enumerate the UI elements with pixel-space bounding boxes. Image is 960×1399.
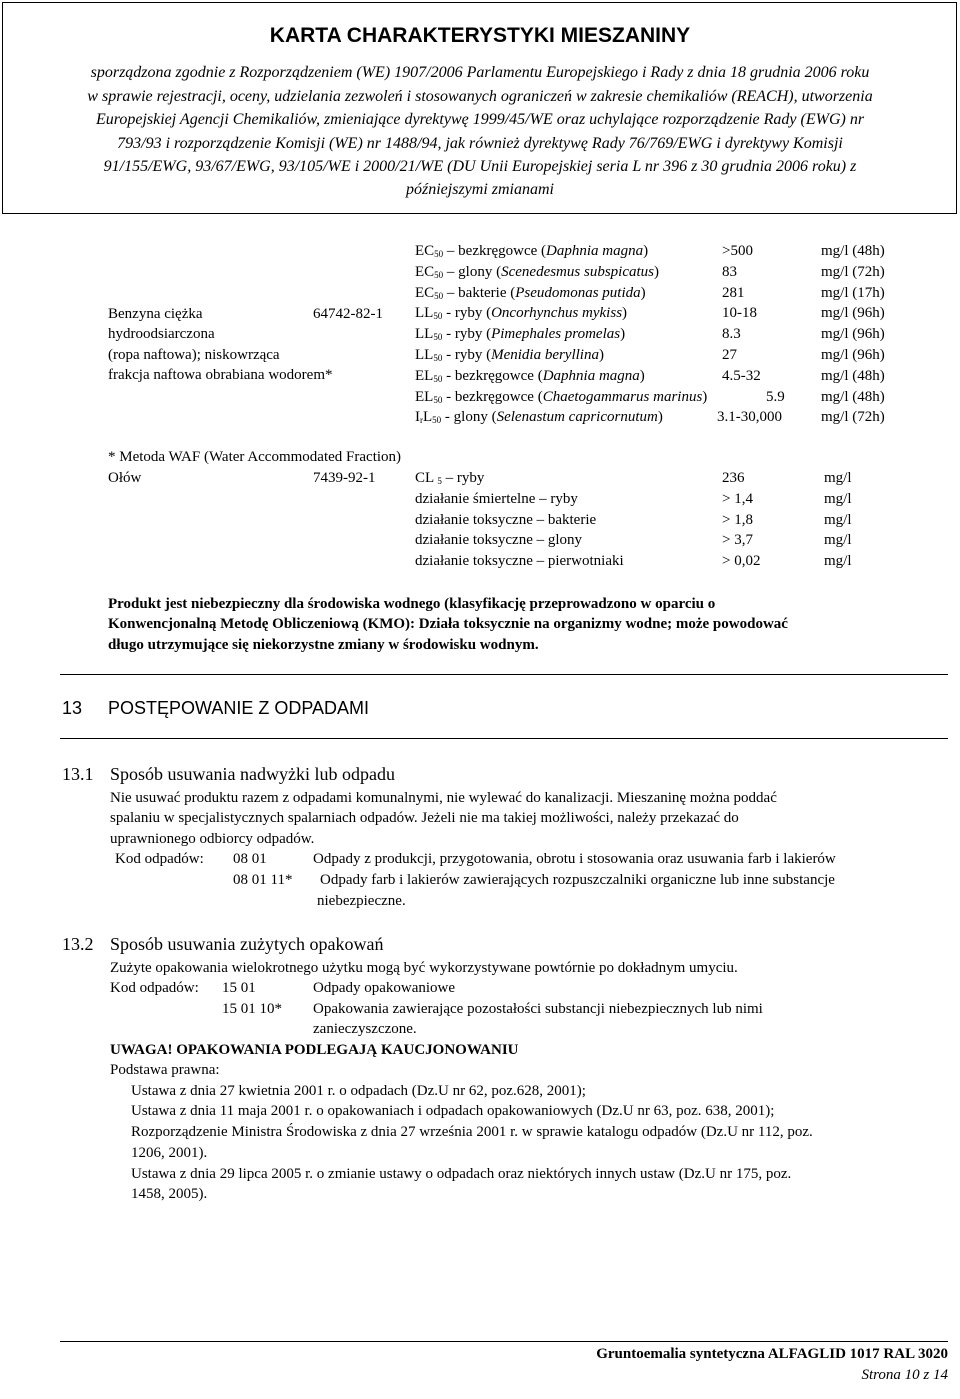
tox-unit: mg/l (48h)	[821, 243, 885, 259]
subsection-13-2-number: 13.2	[62, 934, 94, 954]
tox-test-label: $LL_{50}$ - ryby (Menidia beryllina)	[415, 347, 604, 363]
lead-test-label: działanie śmiertelne – ryby	[415, 491, 578, 507]
tox-value: 8.3	[722, 326, 741, 342]
subsection-13-2-title: Sposób usuwania zużytych opakowań	[110, 934, 384, 954]
section-divider-bottom	[60, 738, 948, 739]
lead-unit: mg/l	[824, 512, 852, 528]
lead-test-label: działanie toksyczne – bakterie	[415, 512, 597, 528]
legal-basis-item: 1458, 2005).	[131, 1186, 208, 1202]
footer-product-name: Gruntoemalia syntetyczna ALFAGLID 1017 RAL 3020	[596, 1346, 948, 1362]
tox-value: >500	[722, 243, 753, 259]
tox-test-label: $EC_{50}$ – glony (Scenedesmus subspicatus)	[415, 264, 659, 280]
section-divider-top	[60, 674, 948, 675]
s131-line-3: uprawnionego odbiorcy odpadów.	[110, 831, 315, 847]
section-13-number: 13	[62, 698, 83, 718]
tox-unit: mg/l (72h)	[821, 409, 885, 425]
tox-unit: mg/l (96h)	[821, 305, 885, 321]
subscript: 50	[433, 353, 443, 363]
subscript: 50	[434, 249, 444, 259]
species-name: Selenastum capricornutum	[496, 409, 658, 425]
tox-test-label: $EC_{50}$ – bezkręgowce (Daphnia magna)	[415, 243, 649, 259]
s132-warning: UWAGA! OPAKOWANIA PODLEGAJĄ KAUCJONOWANIU	[110, 1042, 519, 1058]
lead-unit: mg/l	[824, 553, 852, 569]
footer-page-number: Strona 10 z 14	[861, 1367, 948, 1383]
subscript: r	[420, 415, 423, 425]
legal-basis-item: Ustawa z dnia 11 maja 2001 r. o opakowaniach i odpadach opakowaniowych (Dz.U nr 63, poz. 638, 2001);	[131, 1103, 775, 1119]
waf-note: * Metoda WAF (Water Accommodated Fraction)	[108, 449, 402, 465]
legal-basis-item: Rozporządzenie Ministra Środowiska z dnia 27 września 2001 r. w sprawie katalogu odpadów (Dz.U nr 112, poz.	[131, 1124, 813, 1140]
tox-value: 5.9	[766, 389, 785, 405]
legal-basis-item: 1206, 2001).	[131, 1145, 208, 1161]
s131-code-label: Kod odpadów:	[115, 851, 204, 867]
header-line-4: 793/93 i rozporządzenie Komisji (WE) nr 1488/94, jak również dyrektywę Rady 76/769/EWG i dyrektywy Komisji	[117, 135, 843, 152]
lead-name: Ołów	[108, 470, 142, 486]
lead-unit: mg/l	[824, 491, 852, 507]
s132-code-1: 15 01	[222, 980, 256, 996]
legal-basis-item: Ustawa z dnia 27 kwietnia 2001 r. o odpadach (Dz.U nr 62, poz.628, 2001);	[131, 1083, 586, 1099]
subscript: 50	[433, 395, 443, 405]
tox-unit: mg/l (96h)	[821, 347, 885, 363]
header-line-6: późniejszymi zmianami	[406, 181, 554, 198]
substance-line: hydroodsiarczona	[108, 326, 215, 342]
subscript: 50	[433, 332, 443, 342]
section-13-title: POSTĘPOWANIE Z ODPADAMI	[108, 698, 370, 718]
species-name: Scenedesmus subspicatus	[501, 264, 654, 280]
lead-unit: mg/l	[824, 470, 852, 486]
tox-unit: mg/l (48h)	[821, 389, 885, 405]
lead-value: > 1,8	[722, 512, 753, 528]
substance-line: (ropa naftowa); niskowrząca	[108, 347, 280, 363]
species-name: Menidia beryllina	[491, 347, 599, 363]
species-name: Daphnia magna	[546, 243, 644, 259]
lead-test-label: działanie toksyczne – glony	[415, 532, 583, 548]
tox-test-label: $EL_{50}$ - bezkręgowce (Daphnia magna)	[415, 368, 645, 384]
document-title: KARTA CHARAKTERYSTYKI MIESZANINY	[269, 24, 691, 47]
header-line-3: Europejskiej Agencji Chemikaliów, zmieniające dyrektywę 1999/45/WE oraz uchylające rozporządzenie Rady (EWG) nr	[95, 111, 865, 128]
species-name: Oncorhynchus mykiss	[491, 305, 623, 321]
tox-value: 83	[722, 264, 737, 280]
s132-line-1: Zużyte opakowania wielokrotnego użytku mogą być wykorzystywane powtórnie po dokładnym umyciu.	[110, 960, 738, 976]
tox-value: 27	[722, 347, 737, 363]
lead-value: > 3,7	[722, 532, 753, 548]
header-line-5: 91/155/EWG, 93/67/EWG, 93/105/WE i 2000/21/WE (DU Unii Europejskiej seria L nr 396 z 30 grudnia 2006 roku) z	[103, 158, 857, 175]
species-name: Daphnia magna	[542, 368, 640, 384]
s131-code-1-desc: Odpady z produkcji, przygotowania, obrotu i stosowania oraz usuwania farb i lakierów	[313, 851, 836, 867]
hazard-line-2: Konwencjonalną Metodę Obliczeniową (KMO): Działa toksycznie na organizmy wodne; może powodować	[108, 616, 788, 632]
lead-test-label: działanie toksyczne – pierwotniaki	[415, 553, 624, 569]
tox-unit: mg/l (17h)	[821, 285, 885, 301]
subscript: 50	[434, 291, 444, 301]
footer-divider	[60, 1341, 948, 1342]
s132-code-1-desc: Odpady opakowaniowe	[313, 980, 456, 996]
s131-code-2-desc-cont: niebezpieczne.	[317, 893, 406, 909]
hazard-line-3: długo utrzymujące się niekorzystne zmiany w środowisku wodnym.	[108, 637, 539, 653]
tox-test-label: $LL_{50}$ - ryby (Pimephales promelas)	[415, 326, 626, 342]
species-name: Pseudomonas putida	[515, 285, 641, 301]
substance-cas: 64742-82-1	[313, 306, 383, 322]
subscript: 50	[433, 374, 443, 384]
header-line-2: w sprawie rejestracji, oceny, udzielania zezwoleń i stosowanych ograniczeń w zakresie chemikaliów (REACH), utworzenia	[87, 88, 873, 105]
s131-line-2: spalaniu w specjalistycznych spalarniach odpadów. Jeżeli nie ma takiej możliwości, należy przekazać do	[110, 810, 739, 826]
tox-value: 3.1-30,000	[717, 409, 782, 425]
tox-unit: mg/l (96h)	[821, 326, 885, 342]
subsection-13-1-number: 13.1	[62, 764, 94, 784]
substance-line: frakcja naftowa obrabiana wodorem*	[108, 367, 333, 383]
lead-value: > 1,4	[722, 491, 753, 507]
subscript: 50	[432, 415, 442, 425]
hazard-line-1: Produkt jest niebezpieczny dla środowiska wodnego (klasyfikację przeprowadzono w oparciu o	[108, 596, 716, 612]
tox-test-label: $EC_{50}$ – bakterie (Pseudomonas putida)	[415, 285, 646, 301]
tox-value: 4.5-32	[722, 368, 761, 384]
s132-legal-label: Podstawa prawna:	[110, 1062, 220, 1078]
lead-test-label: CL $_5$ – ryby	[415, 470, 485, 486]
substance-line: Benzyna ciężka	[108, 306, 203, 322]
s132-code-2-desc-cont: zanieczyszczone.	[313, 1021, 417, 1037]
lead-cas: 7439-92-1	[313, 470, 376, 486]
tox-unit: mg/l (48h)	[821, 368, 885, 384]
legal-basis-item: Ustawa z dnia 29 lipca 2005 r. o zmianie ustawy o odpadach oraz niektórych innych ustaw (Dz.U nr 175, poz.	[131, 1166, 792, 1182]
tox-test-label: $EL_{50}$ - bezkręgowce (Chaetogammarus marinus)	[415, 389, 708, 405]
s131-code-2: 08 01 11*	[233, 872, 293, 888]
tox-test-label: $I_rL_{50}$ - glony (Selenastum capricornutum)	[415, 409, 663, 425]
tox-value: 10-18	[722, 305, 757, 321]
s131-code-2-desc: Odpady farb i lakierów zawierających rozpuszczalniki organiczne lub inne substancje	[320, 872, 835, 888]
tox-value: 281	[722, 285, 745, 301]
subsection-13-1-title: Sposób usuwania nadwyżki lub odpadu	[110, 764, 395, 784]
species-name: Pimephales promelas	[491, 326, 621, 342]
s131-line-1: Nie usuwać produktu razem z odpadami komunalnymi, nie wylewać do kanalizacji. Mieszaninę można poddać	[110, 790, 777, 806]
lead-value: 236	[722, 470, 745, 486]
s132-code-2-desc: Opakowania zawierające pozostałości substancji niebezpiecznych lub nimi	[313, 1001, 763, 1017]
s132-code-2: 15 01 10*	[222, 1001, 282, 1017]
lead-unit: mg/l	[824, 532, 852, 548]
tox-test-label: $LL_{50}$ - ryby (Oncorhynchus mykiss)	[415, 305, 628, 321]
subscript: 50	[433, 311, 443, 321]
header-line-1: sporządzona zgodnie z Rozporządzeniem (WE) 1907/2006 Parlamentu Europejskiego i Rady z dnia 18 grudnia 2006 roku	[90, 64, 870, 81]
tox-unit: mg/l (72h)	[821, 264, 885, 280]
s132-code-label: Kod odpadów:	[110, 980, 199, 996]
s131-code-1: 08 01	[233, 851, 267, 867]
lead-value: > 0,02	[722, 553, 761, 569]
species-name: Chaetogammarus marinus	[542, 389, 703, 405]
subscript: 50	[434, 270, 444, 280]
subscript: 5	[437, 476, 442, 486]
